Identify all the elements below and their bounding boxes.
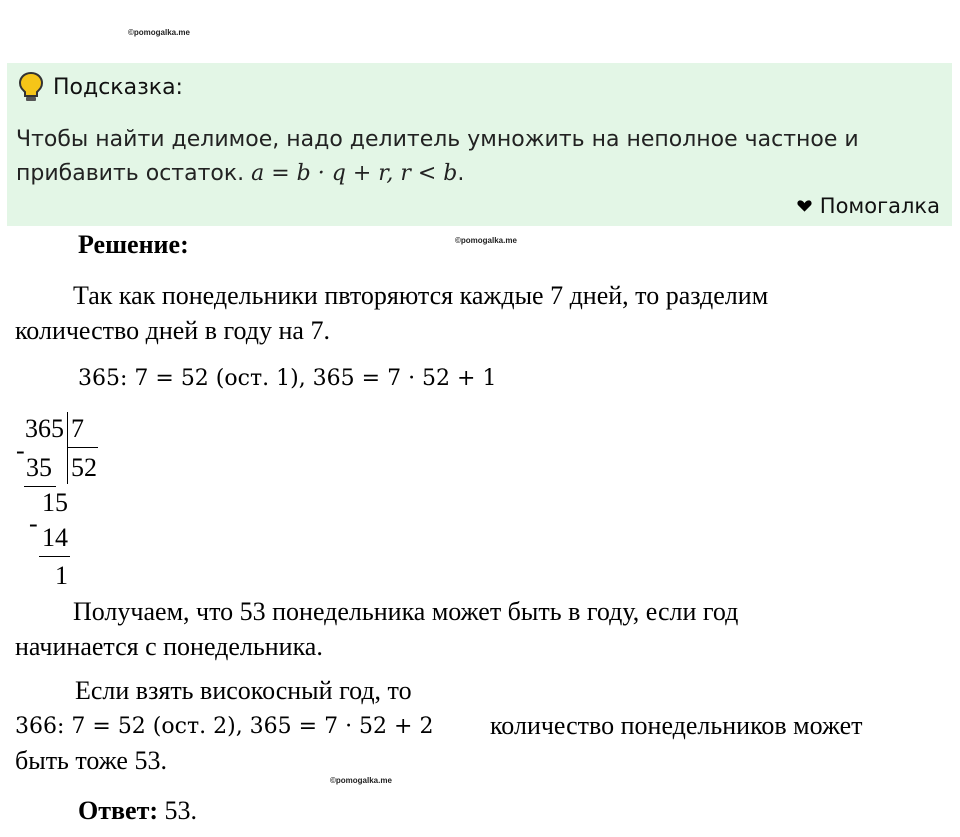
watermark: ©pomogalka.me	[128, 28, 190, 37]
equation-1: 365: 7 = 52 (ост. 1), 365 = 7 · 52 + 1	[78, 366, 497, 391]
heart-icon	[797, 199, 812, 213]
subtrahend-2: 14	[42, 523, 68, 552]
division-vertical-line	[67, 412, 68, 484]
answer-label: Ответ:	[78, 796, 159, 825]
paragraph-3-line-1: Если взять високосный год, то	[75, 676, 412, 705]
watermark: ©pomogalka.me	[330, 776, 392, 785]
paragraph-1-line-2: количество дней в году на 7.	[15, 316, 330, 345]
remainder-step-1: 15	[42, 488, 68, 517]
subtrahend-1-underline	[24, 486, 56, 487]
hint-box	[7, 63, 952, 226]
paragraph-3-line-3: быть тоже 53.	[15, 746, 167, 775]
answer-value: 53.	[158, 796, 198, 825]
paragraph-2-line-1: Получаем, что 53 понедельника может быть в году, если год	[73, 597, 739, 626]
paragraph-3-line-2: количество понедельников может	[490, 711, 863, 740]
equation-2: 366: 7 = 52 (ост. 2), 365 = 7 · 52 + 2	[15, 714, 434, 739]
dividend: 365	[25, 414, 64, 443]
subtrahend-2-underline	[39, 556, 70, 557]
divisor-underline	[67, 447, 98, 448]
hint-title-text: Подсказка:	[53, 74, 183, 100]
answer	[78, 794, 197, 828]
minus-sign-1: -	[16, 436, 25, 465]
hint-formula: a = b · q + r, r < b	[251, 161, 458, 186]
divisor: 7	[71, 414, 84, 443]
hint-title	[17, 71, 183, 103]
hint-line-2: прибавить остаток. a = b · q + r, r < b.	[16, 161, 465, 186]
solution-heading: Решение:	[78, 230, 189, 259]
lightbulb-icon	[17, 71, 45, 103]
watermark: ©pomogalka.me	[455, 236, 517, 245]
quotient: 52	[71, 453, 97, 482]
subtrahend-1: 35	[26, 453, 52, 482]
paragraph-2-line-2: начинается с понедельника.	[15, 632, 323, 661]
minus-sign-2: -	[29, 509, 38, 538]
paragraph-1-line-1: Так как понедельники пвторяются каждые 7 дней, то разделим	[73, 281, 769, 310]
brand-text: Помогалка	[819, 194, 940, 218]
hint-line-1: Чтобы найти делимое, надо делитель умножить на неполное частное и	[16, 127, 859, 152]
hint-text	[16, 123, 936, 191]
final-remainder: 1	[55, 561, 68, 590]
brand-label[interactable]	[797, 194, 940, 218]
